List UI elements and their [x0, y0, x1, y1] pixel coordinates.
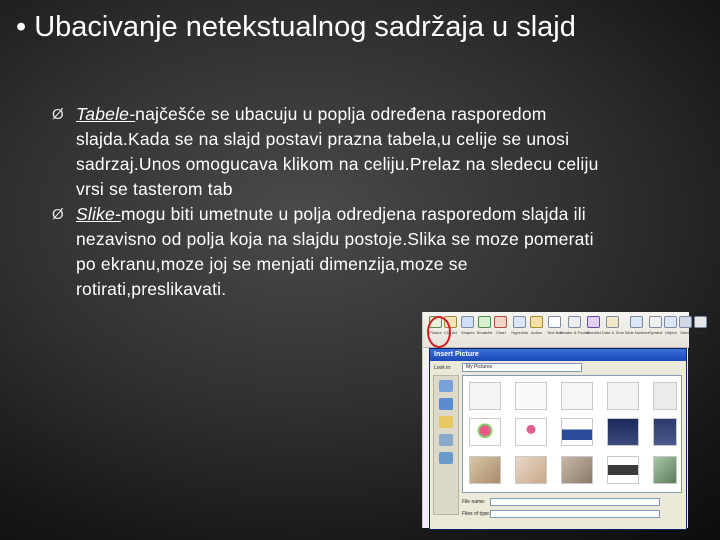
file-type-label: Files of type: — [462, 511, 491, 517]
insert-picture-screenshot — [422, 312, 707, 528]
action-icon — [530, 316, 543, 328]
file-name-field — [490, 498, 660, 506]
slide-title: • Ubacivanje netekstualnog sadržaja u slajd — [16, 11, 576, 43]
ribbon-symbol-button — [649, 316, 662, 347]
ribbon-label: Picture — [429, 330, 442, 335]
look-in-select: My Pictures — [462, 363, 582, 372]
ribbon-label: Header & Footer — [559, 330, 590, 335]
bullet-item-images — [52, 202, 612, 302]
image-thumbnail — [515, 382, 547, 410]
ribbon-smartart-button — [477, 316, 493, 347]
date-time-icon — [606, 316, 619, 328]
places-bar — [433, 375, 459, 515]
shapes-icon — [461, 316, 474, 328]
slide-number-icon — [630, 316, 643, 328]
ribbon-label: Clip Art — [444, 330, 457, 335]
insert-ribbon — [423, 312, 707, 348]
ribbon-label: Movie — [680, 330, 692, 335]
desktop-icon — [439, 398, 453, 410]
insert-picture-dialog — [429, 348, 687, 530]
ribbon-label: Hyperlink — [511, 330, 529, 335]
image-thumbnail — [607, 382, 639, 410]
bullet-list — [52, 102, 612, 302]
smartart-icon — [478, 316, 491, 328]
ribbon-header-button — [559, 316, 590, 347]
thumbnail-grid — [462, 375, 682, 493]
interior-thumbnail — [469, 456, 501, 484]
hyperlink-icon — [513, 316, 526, 328]
ribbon-label: WordArt — [586, 330, 601, 335]
wordart-icon — [587, 316, 600, 328]
ribbon-label: Action — [530, 330, 543, 335]
ribbon-label: Chart — [495, 330, 506, 335]
ribbon-slidenum-button — [624, 316, 650, 347]
image-thumbnail — [561, 382, 593, 410]
bullet-text: najčešće se ubacuju u popljа određena rasporedom slajda.Kada se na slajd postavi prazna tabela,u celije se unosi sadrzaj.Unos omogucava klikom na celiju.Prelaz na sledecu celiju vrsi se tasterom tab — [76, 104, 599, 199]
file-type-field — [490, 510, 660, 518]
flower-thumbnail — [469, 418, 501, 446]
dialog-title: Insert Picture — [430, 349, 686, 361]
image-thumbnail — [653, 382, 677, 410]
arrow-bullet-icon: Ø — [52, 106, 64, 123]
ribbon-sound-button — [694, 316, 707, 347]
bullet-term: Slike- — [76, 204, 121, 224]
ribbon-label: Text Box — [547, 330, 563, 335]
object-icon — [664, 316, 677, 328]
ribbon-label: SmartArt — [476, 330, 493, 335]
ribbon-wordart-button — [586, 316, 601, 347]
file-name-label: File name: — [462, 499, 486, 505]
network-icon — [439, 452, 453, 464]
ribbon-label: Date & Time — [601, 330, 624, 335]
red-highlight-circle — [427, 316, 451, 348]
recent-icon — [439, 380, 453, 392]
ribbon-label: Shapes — [461, 330, 475, 335]
image-thumbnail — [469, 382, 501, 410]
look-in-label: Look in: — [434, 365, 452, 371]
computer-icon — [439, 434, 453, 446]
interior-thumbnail — [561, 456, 593, 484]
bullet-term: Tabele- — [76, 104, 136, 124]
ribbon-chart-button — [494, 316, 507, 347]
ribbon-action-button — [530, 316, 543, 347]
ribbon-label: Slide Number — [624, 330, 650, 335]
ribbon-date-button — [603, 316, 623, 347]
text-box-icon — [548, 316, 561, 328]
interior-thumbnail — [653, 456, 677, 484]
bullet-item-tables — [52, 102, 612, 202]
chart-icon — [494, 316, 507, 328]
ribbon-object-button — [664, 316, 677, 347]
keyboard-thumbnail — [607, 456, 639, 484]
ribbon-label: Symbol — [648, 330, 663, 335]
room-thumbnail — [653, 418, 677, 446]
sofa-thumbnail — [561, 418, 593, 446]
ribbon-hyperlink-button — [511, 316, 528, 347]
arrow-bullet-icon: Ø — [52, 206, 64, 223]
ribbon-label: Sound — [695, 330, 707, 335]
room-thumbnail — [607, 418, 639, 446]
interior-thumbnail — [515, 456, 547, 484]
flower-thumbnail — [515, 418, 547, 446]
symbol-icon — [649, 316, 662, 328]
ribbon-label: Object — [665, 330, 677, 335]
bullet-text: mogu biti umetnute u polja odredjena rasporedom slajda ili nezavisno od polja koja na slajdu postoje.Slika se moze pomerati po ekranu,moze joj se menjati dimenzija,moze se rotirati,preslikavati. — [76, 204, 594, 299]
ribbon-movie-button — [679, 316, 692, 347]
sound-icon — [694, 316, 707, 328]
ribbon-shapes-button — [461, 316, 475, 347]
header-footer-icon — [568, 316, 581, 328]
movie-icon — [679, 316, 692, 328]
documents-icon — [439, 416, 453, 428]
